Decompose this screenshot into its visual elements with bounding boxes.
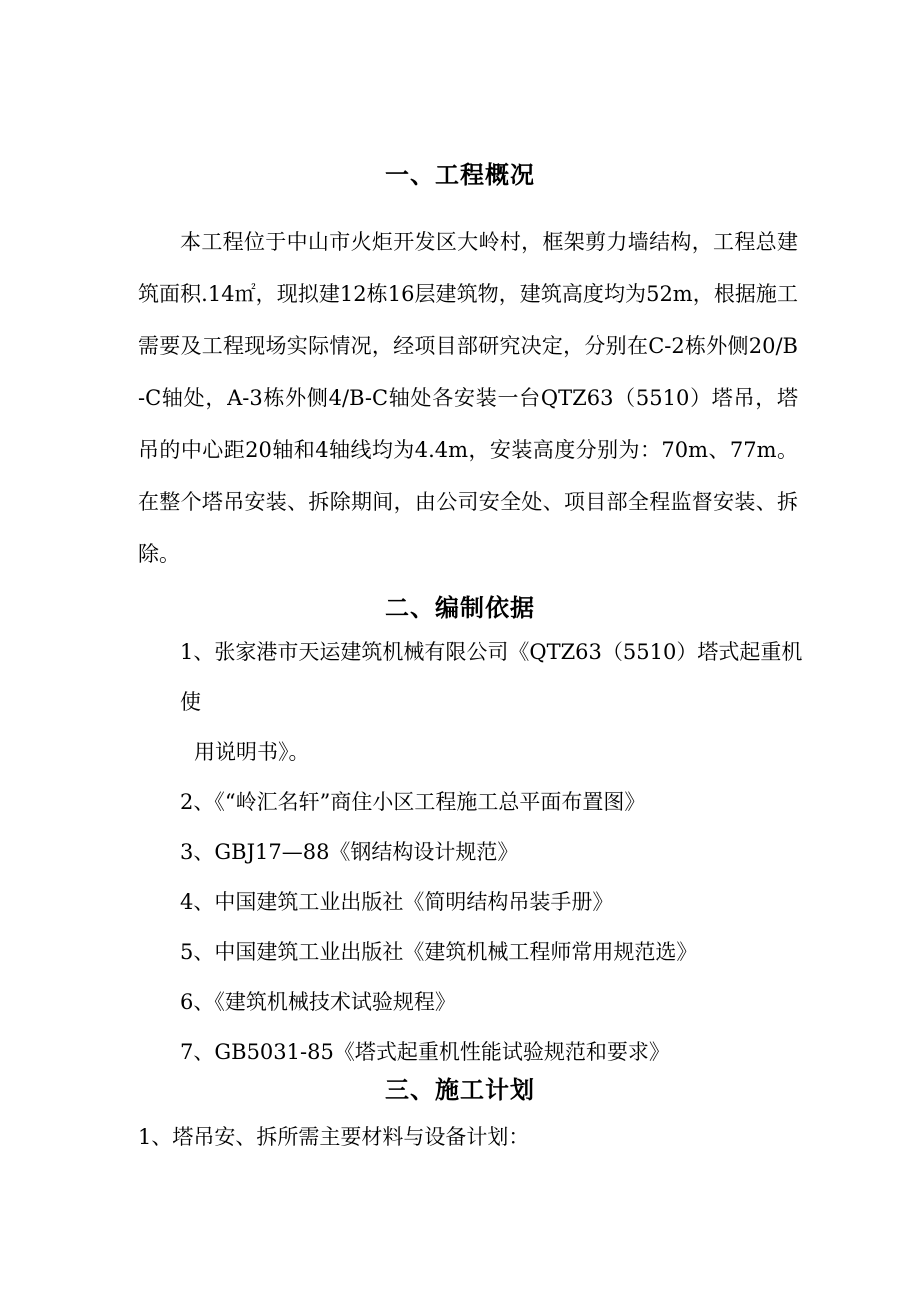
list-item xyxy=(180,627,820,777)
list-item: 5、中国建筑工业出版社《建筑机械工程师常用规范选》 xyxy=(180,940,698,964)
basis-list xyxy=(180,627,820,1077)
section-heading-overview: 一、工程概况 xyxy=(385,161,535,189)
section-heading-basis: 二、编制依据 xyxy=(385,594,535,622)
list-item: 4、中国建筑工业出版社《简明结构吊装手册》 xyxy=(180,890,614,914)
list-item: 7、GB5031-85《塔式起重机性能试验规范和要求》 xyxy=(180,1040,670,1064)
overview-paragraph: 本工程位于中山市火炬开发区大岭村，框架剪力墙结构，工程总建筑面积.14㎡，现拟建12栋16层建筑物，建筑高度均为52m，根据施工需要及工程现场实际情况，经项目部研究决定，分别在C-2栋外侧20/B-C轴处，A-3栋外侧4/B-C轴处各安装一台QTZ63（5510）塔吊，塔吊的中心距20轴和4轴线均为4.4m，安装高度分别为：70m、77m。在整个塔吊安装、拆除期间，由公司安全处、项目部全程监督安装、拆除。 xyxy=(138,230,798,566)
list-item-text: 1、张家港市天运建筑机械有限公司《QTZ63（5510）塔式起重机使 xyxy=(180,640,803,714)
section-heading-plan: 三、施工计划 xyxy=(385,1076,535,1104)
list-item: 6、《建筑机械技术试验规程》 xyxy=(180,990,456,1014)
plan-sub-item: 1、塔吊安、拆所需主要材料与设备计划： xyxy=(138,1125,530,1149)
list-item: 3、GBJ17—88《钢结构设计规范》 xyxy=(180,840,519,864)
list-item-text-continued: 用说明书》。 xyxy=(194,740,310,764)
list-item: 2、《“岭汇名轩”商住小区工程施工总平面布置图》 xyxy=(180,790,646,814)
